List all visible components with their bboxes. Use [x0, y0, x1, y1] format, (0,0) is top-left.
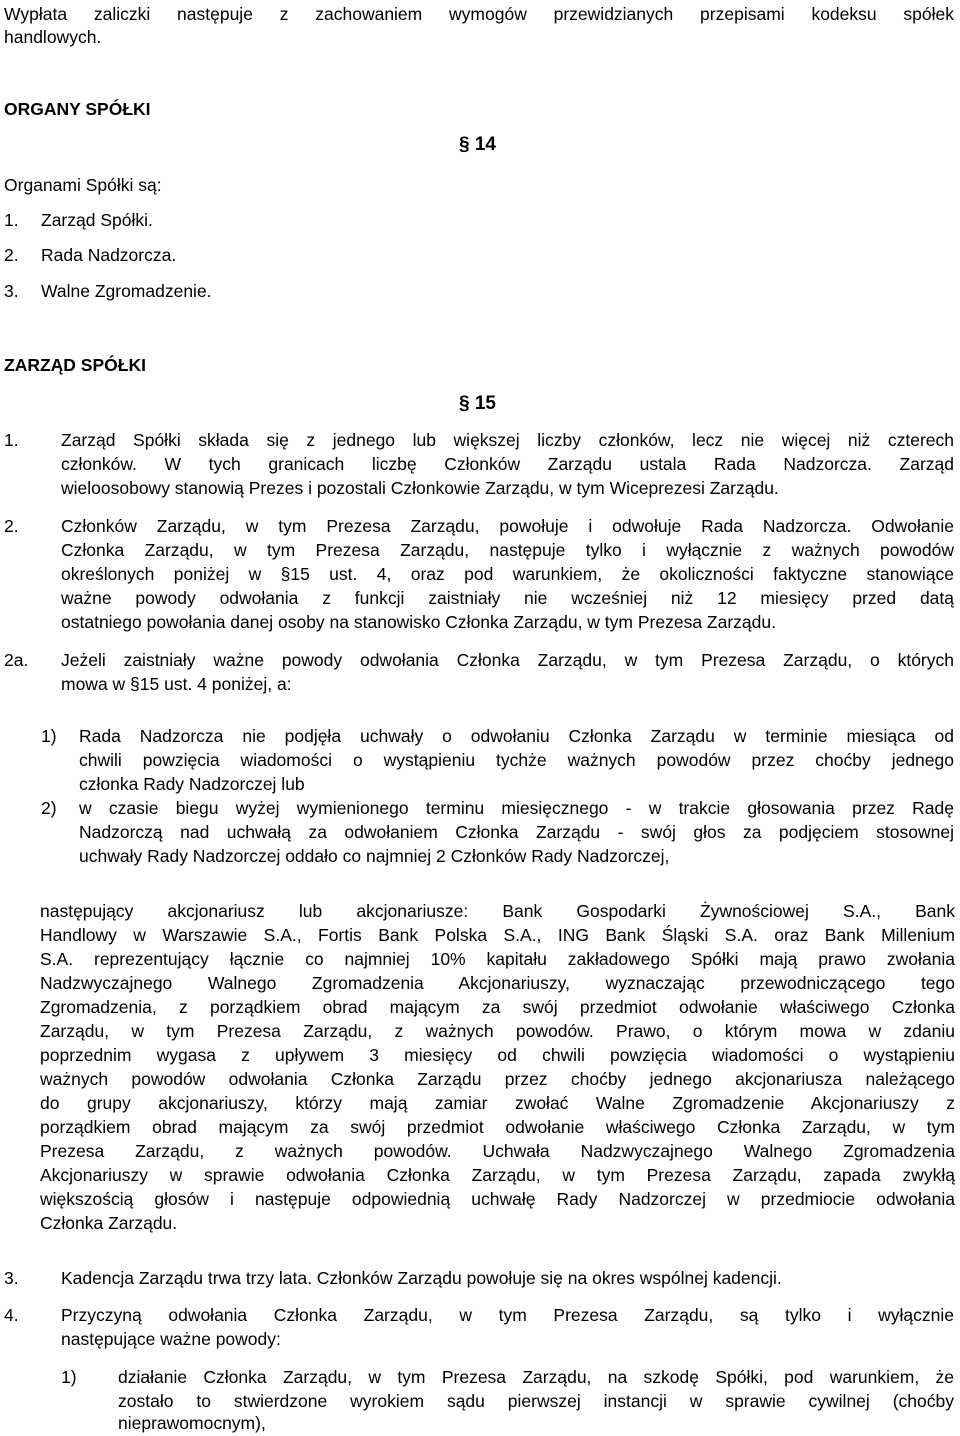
- p2a-sub1-num: 1): [41, 726, 57, 746]
- organs-item-num-2: 2.: [4, 245, 19, 265]
- p2a-line-2: mowa w §15 ust. 4 poniżej, a:: [61, 674, 292, 694]
- p2a-sub2-line-3: uchwały Rady Nadzorczej oddało co najmniej 2 Członków Rady Nadzorczej,: [79, 846, 670, 866]
- p1-line-1: Zarząd Spółki składa się z jednego lub większej liczby członków, lecz nie więcej niż czterech: [61, 430, 954, 450]
- p2a-conclusion-line-3: S.A. reprezentujący łącznie co najmniej 10% kapitału zakładowego Spółki mają prawo zwołania: [40, 949, 955, 969]
- p2a-conclusion-line-14: Członka Zarządu.: [40, 1213, 178, 1233]
- p4-num: 4.: [4, 1305, 19, 1325]
- p2a-sub1-line-2: chwili powzięcia wiadomości o wystąpieniu tychże ważnych powodów przez choćby jednego: [79, 750, 954, 770]
- p2-num: 2.: [4, 516, 19, 536]
- organs-item-3: Walne Zgromadzenie.: [41, 281, 212, 301]
- p4-line-1: Przyczyną odwołania Członka Zarządu, w tym Prezesa Zarządu, są tylko i wyłącznie: [61, 1305, 954, 1325]
- p1-num: 1.: [4, 430, 19, 450]
- p2a-conclusion-line-6: Zarządu, w tym Prezesa Zarządu, z ważnych powodów. Prawo, o którym mowa w zdaniu: [40, 1021, 955, 1041]
- p4-line-2: następujące ważne powody:: [61, 1329, 281, 1349]
- p4-sub1-line-3: nieprawomocnym),: [118, 1413, 266, 1433]
- organs-heading: ORGANY SPÓŁKI: [4, 99, 151, 119]
- p2a-conclusion-line-1: następujący akcjonariusz lub akcjonariusze: Bank Gospodarki Żywnościowej S.A., Bank: [40, 901, 955, 921]
- p4-sub1-line-2: zostało to stwierdzone wyrokiem sądu pierwszej instancji w sprawie cywilnej (choćby: [118, 1391, 954, 1411]
- organs-item-num-3: 3.: [4, 281, 19, 301]
- intro-line-1: Wypłata zaliczki następuje z zachowaniem wymogów przewidzianych przepisami kodeksu spółek: [4, 4, 954, 24]
- p3-num: 3.: [4, 1268, 19, 1288]
- p2a-conclusion-line-11: Prezesa Zarządu, z ważnych powodów. Uchwała Nadzwyczajnego Walnego Zgromadzenia: [40, 1141, 955, 1161]
- p2a-conclusion-line-5: Zgromadzenia, z porządkiem obrad mającym za swój przedmiot odwołanie właściwego Członka: [40, 997, 955, 1017]
- board-heading: ZARZĄD SPÓŁKI: [4, 355, 146, 375]
- p2a-sub2-num: 2): [41, 798, 57, 818]
- p1-line-3: wieloosobowy stanowią Prezes i pozostali Członkowie Zarządu, w tym Wiceprezesi Zarządu.: [61, 478, 779, 498]
- p4-sub1-line-1: działanie Członka Zarządu, w tym Prezesa Zarządu, na szkodę Spółki, pod warunkiem, że: [118, 1367, 954, 1387]
- p2-line-1: Członków Zarządu, w tym Prezesa Zarządu, powołuje i odwołuje Rada Nadzorcza. Odwołanie: [61, 516, 954, 536]
- p2a-conclusion-line-12: Akcjonariuszy w sprawie odwołania Członka Zarządu, w tym Prezesa Zarządu, zapada zwykłą: [40, 1165, 955, 1185]
- p2a-sub2-line-1: w czasie biegu wyżej wymienionego terminu miesięcznego - w trakcie głosowania przez Radę: [79, 798, 954, 818]
- p2a-num: 2a.: [4, 650, 29, 670]
- p2a-conclusion-line-8: ważnych powodów odwołania Członka Zarządu przez choćby jednego akcjonariusza należącego: [40, 1069, 955, 1089]
- p2-line-5: ostatniego powołania danej osoby na stanowisko Członka Zarządu, w tym Prezesa Zarządu.: [61, 612, 776, 632]
- organs-lead: Organami Spółki są:: [4, 175, 162, 195]
- p2a-conclusion-line-9: do grupy akcjonariuszy, którzy mają zamiar zwołać Walne Zgromadzenie Akcjonariuszy z: [40, 1093, 955, 1113]
- p1-line-2: członków. W tych granicach liczbę Członków Zarządu ustala Rada Nadzorcza. Zarząd: [61, 454, 954, 474]
- p2a-conclusion-line-7: poprzednim wygasa z upływem 3 miesięcy od chwili powzięcia wiadomości o wystąpieniu: [40, 1045, 955, 1065]
- organs-item-2: Rada Nadzorcza.: [41, 245, 177, 265]
- p4-sub1-num: 1): [61, 1367, 77, 1387]
- p2a-sub1-line-1: Rada Nadzorcza nie podjęła uchwały o odwołaniu Członka Zarządu w terminie miesiąca od: [79, 726, 954, 746]
- section-14: § 14: [459, 134, 496, 155]
- p2-line-4: ważne powody odwołania z funkcji zaistniały nie wcześniej niż 12 miesięcy przed datą: [61, 588, 954, 608]
- section-15: § 15: [459, 393, 496, 414]
- p2-line-2: Członka Zarządu, w tym Prezesa Zarządu, następuje tylko i wyłącznie z ważnych powodów: [61, 540, 954, 560]
- p2a-sub2-line-2: Nadzorczą nad uchwałą za odwołaniem Członka Zarządu - swój głos za podjęciem stosownej: [79, 822, 954, 842]
- p2-line-3: określonych poniżej w §15 ust. 4, oraz pod warunkiem, że okoliczności faktyczne stanowiące: [61, 564, 954, 584]
- p2a-conclusion-line-4: Nadzwyczajnego Walnego Zgromadzenia Akcjonariuszy, wyznaczając przewodniczącego tego: [40, 973, 955, 993]
- p3-text: Kadencja Zarządu trwa trzy lata. Członków Zarządu powołuje się na okres wspólnej kadencji.: [61, 1268, 782, 1288]
- p2a-conclusion-line-10: porządkiem obrad mającym za swój przedmiot odwołanie właściwego Członka Zarządu, w tym: [40, 1117, 955, 1137]
- p2a-conclusion-line-2: Handlowy w Warszawie S.A., Fortis Bank Polska S.A., ING Bank Śląski S.A. oraz Bank Millenium: [40, 925, 955, 945]
- p2a-sub1-line-3: członka Rady Nadzorczej lub: [79, 774, 305, 794]
- organs-item-num-1: 1.: [4, 210, 19, 230]
- intro-line-2: handlowych.: [4, 27, 102, 47]
- p2a-line-1: Jeżeli zaistniały ważne powody odwołania Członka Zarządu, w tym Prezesa Zarządu, o których: [61, 650, 954, 670]
- p2a-conclusion-line-13: większością głosów i następuje odpowiednią uchwałę Rady Nadzorczej w przedmiocie odwołania: [40, 1189, 955, 1209]
- organs-item-1: Zarząd Spółki.: [41, 210, 153, 230]
